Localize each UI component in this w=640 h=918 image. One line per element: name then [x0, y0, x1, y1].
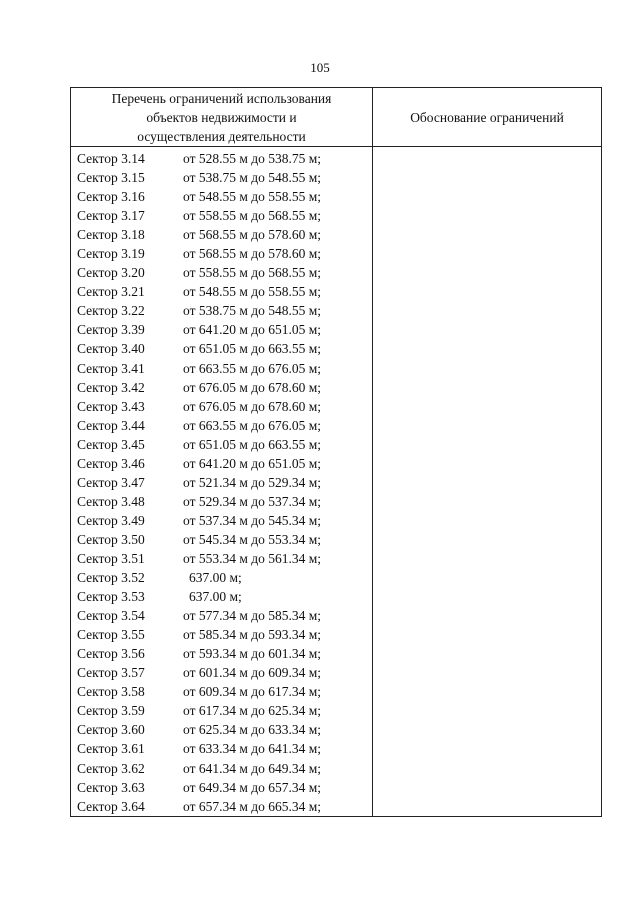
sector-label: Сектор 3.42: [77, 379, 145, 395]
height-range: от 585.34 м до 593.34 м;: [183, 627, 322, 643]
table-row: [71, 759, 372, 778]
height-range: от 676.05 м до 678.60 м;: [183, 398, 322, 414]
table-row: [71, 359, 372, 378]
sector-label: Сектор 3.53: [77, 589, 145, 605]
sector-label: Сектор 3.44: [77, 417, 145, 433]
header-justification: Обоснование ограничений: [373, 88, 602, 147]
height-range: от 657.34 м до 665.34 м;: [183, 798, 322, 814]
height-range: от 521.34 м до 529.34 м;: [183, 474, 322, 490]
height-range: от 538.75 м до 548.55 м;: [183, 303, 322, 319]
height-range: от 617.34 м до 625.34 м;: [183, 703, 322, 719]
table-row: [71, 473, 372, 492]
sector-label: Сектор 3.56: [77, 646, 145, 662]
height-range: от 633.34 м до 641.34 м;: [183, 741, 322, 757]
sector-label: Сектор 3.58: [77, 684, 145, 700]
table-row: [71, 282, 372, 301]
table-row: [71, 797, 372, 816]
sector-label: Сектор 3.50: [77, 531, 145, 547]
table-row: [71, 587, 372, 606]
height-range: от 641.34 м до 649.34 м;: [183, 760, 322, 776]
height-range: от 663.55 м до 676.05 м;: [183, 417, 322, 433]
sector-label: Сектор 3.63: [77, 779, 145, 795]
table-row: [71, 739, 372, 758]
sector-label: Сектор 3.14: [77, 151, 145, 166]
height-range: от 651.05 м до 663.55 м;: [183, 436, 322, 452]
sector-label: Сектор 3.57: [77, 665, 145, 681]
height-range: от 568.55 м до 578.60 м;: [183, 227, 322, 243]
height-range: от 529.34 м до 537.34 м;: [183, 493, 322, 509]
height-range: от 538.75 м до 548.55 м;: [183, 170, 322, 186]
sector-label: Сектор 3.55: [77, 627, 145, 643]
table-row: [71, 244, 372, 263]
sector-label: Сектор 3.18: [77, 227, 145, 243]
table-row: [71, 187, 372, 206]
sector-label: Сектор 3.21: [77, 284, 145, 300]
sector-label: Сектор 3.62: [77, 760, 145, 776]
height-range: от 609.34 м до 617.34 м;: [183, 684, 322, 700]
height-range: от 625.34 м до 633.34 м;: [183, 722, 322, 738]
header-line: объектов недвижимости и: [146, 109, 297, 125]
sector-label: Сектор 3.61: [77, 741, 145, 757]
height-range: от 577.34 м до 585.34 м;: [183, 608, 322, 624]
sector-label: Сектор 3.39: [77, 322, 145, 338]
height-range: от 676.05 м до 678.60 м;: [183, 379, 322, 395]
table-row: [71, 416, 372, 435]
table-row: [71, 644, 372, 663]
table-row: [71, 720, 372, 739]
table-row: [71, 149, 372, 168]
height-range: от 568.55 м до 578.60 м;: [183, 246, 322, 262]
sector-label: Сектор 3.45: [77, 436, 145, 452]
table-row: [71, 568, 372, 587]
header-line: осуществления деятельности: [137, 128, 306, 144]
height-range: от 548.55 м до 558.55 м;: [183, 284, 322, 300]
height-range: от 641.20 м до 651.05 м;: [183, 455, 322, 471]
sector-label: Сектор 3.52: [77, 570, 145, 586]
sector-label: Сектор 3.49: [77, 512, 145, 528]
sector-label: Сектор 3.15: [77, 170, 145, 186]
sector-label: Сектор 3.22: [77, 303, 145, 319]
sector-label: Сектор 3.64: [77, 798, 145, 814]
sector-label: Сектор 3.41: [77, 360, 145, 376]
height-range: от 641.20 м до 651.05 м;: [183, 322, 322, 338]
table-row: [71, 397, 372, 416]
height-range: от 601.34 м до 609.34 м;: [183, 665, 322, 681]
height-range: 637.00 м;: [189, 570, 242, 586]
height-range: от 651.05 м до 663.55 м;: [183, 341, 322, 357]
sector-label: Сектор 3.47: [77, 474, 145, 490]
table-row: [71, 625, 372, 644]
sector-label: Сектор 3.19: [77, 246, 145, 262]
table-row: [71, 454, 372, 473]
sector-label: Сектор 3.20: [77, 265, 145, 281]
table-row: [71, 301, 372, 320]
height-range: 637.00 м;: [189, 589, 242, 605]
height-range: от 528.55 м до 538.75 м;: [183, 151, 322, 166]
sector-label: Сектор 3.17: [77, 208, 145, 224]
sector-label: Сектор 3.46: [77, 455, 145, 471]
table-row: [71, 492, 372, 511]
sector-list-cell: [71, 147, 373, 817]
table-row: [71, 663, 372, 682]
table-row: [71, 778, 372, 797]
height-range: от 663.55 м до 676.05 м;: [183, 360, 322, 376]
table-row: [71, 701, 372, 720]
height-range: от 558.55 м до 568.55 м;: [183, 208, 322, 224]
table-row: [71, 435, 372, 454]
restrictions-table: [70, 87, 602, 817]
table-row: [71, 378, 372, 397]
table-row: [71, 606, 372, 625]
sector-label: Сектор 3.16: [77, 189, 145, 205]
header-restrictions-list: [71, 88, 373, 147]
table-row: [71, 549, 372, 568]
table-header-row: [71, 88, 602, 147]
sector-label: Сектор 3.60: [77, 722, 145, 738]
sector-label: Сектор 3.40: [77, 341, 145, 357]
table-row: [71, 263, 372, 282]
table-row: [71, 225, 372, 244]
table-row: [71, 206, 372, 225]
height-range: от 649.34 м до 657.34 м;: [183, 779, 322, 795]
sector-label: Сектор 3.43: [77, 398, 145, 414]
height-range: от 593.34 м до 601.34 м;: [183, 646, 322, 662]
height-range: от 545.34 м до 553.34 м;: [183, 531, 322, 547]
height-range: от 537.34 м до 545.34 м;: [183, 512, 322, 528]
table-row: [71, 530, 372, 549]
header-line: Перечень ограничений использования: [111, 90, 332, 106]
sector-label: Сектор 3.59: [77, 703, 145, 719]
sector-label: Сектор 3.48: [77, 493, 145, 509]
sector-label: Сектор 3.54: [77, 608, 145, 624]
table-row: [71, 511, 372, 530]
table-row: [71, 339, 372, 358]
table-row: [71, 682, 372, 701]
table-row: [71, 320, 372, 339]
justification-cell: [373, 147, 602, 817]
table-row: [71, 168, 372, 187]
height-range: от 553.34 м до 561.34 м;: [183, 550, 322, 566]
height-range: от 558.55 м до 568.55 м;: [183, 265, 322, 281]
height-range: от 548.55 м до 558.55 м;: [183, 189, 322, 205]
table-body-row: [71, 147, 602, 817]
sector-label: Сектор 3.51: [77, 550, 145, 566]
page-number: 105: [310, 60, 330, 75]
